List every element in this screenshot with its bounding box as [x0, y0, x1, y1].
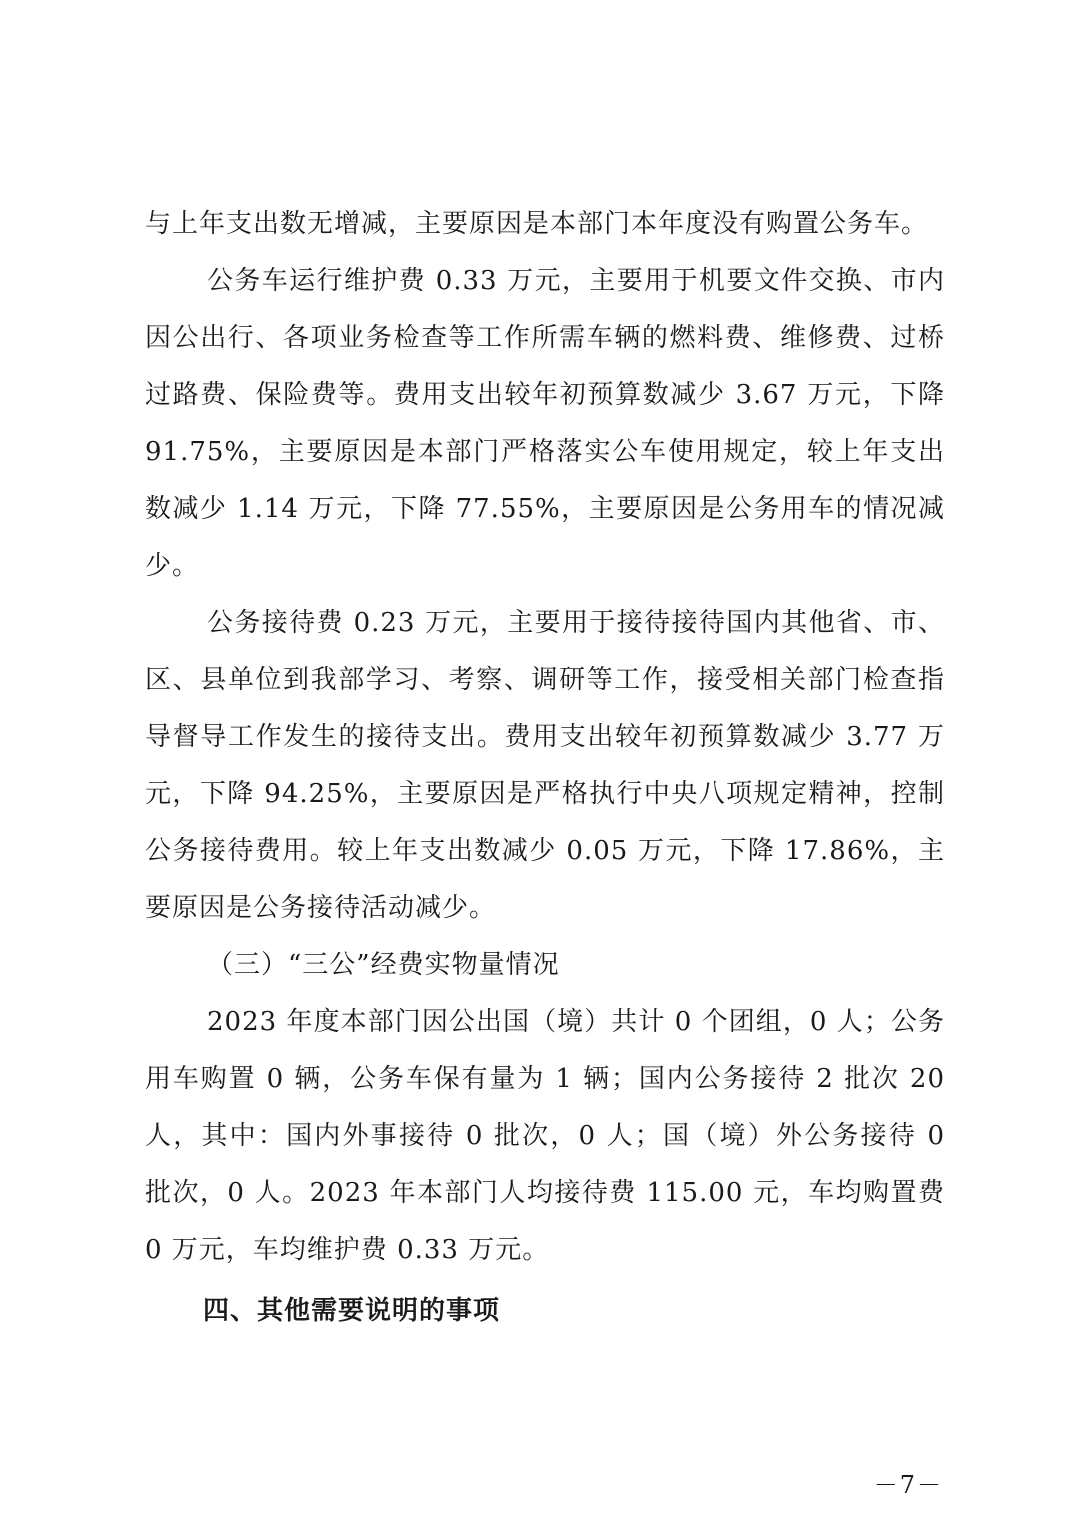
paragraph-vehicle-maintenance: 公务车运行维护费 0.33 万元，主要用于机要文件交换、市内因公出行、各项业务检查等工作所需车辆的燃料费、维修费、过桥过路费、保险费等。费用支出较年初预算数减少 3.67 万元，下降 91.75%，主要原因是本部门严格落实公车使用规定，较上年支出数减少 1.14 万元，下降 77.55%，主要原因是公务用车的情况减少。	[145, 266, 945, 581]
subheading-physical-quantities: （三）“三公”经费实物量情况	[207, 950, 560, 980]
paragraph-vehicle-purchase-conclusion: 与上年支出数无增减，主要原因是本部门本年度没有购置公务车。	[145, 209, 929, 239]
page-number: －7－	[873, 1471, 943, 1499]
paragraph-physical-quantities: 2023 年度本部门因公出国（境）共计 0 个团组，0 人；公务用车购置 0 辆，公务车保有量为 1 辆；国内公务接待 2 批次 20 人，其中：国内外事接待 0 批次，0 人；国（境）外公务接待 0 批次，0 人。2023 年本部门人均接待费 115.00 元，车均购置费 0 万元，车均维护费 0.33 万元。	[145, 1007, 945, 1265]
document-body	[145, 196, 945, 1340]
section-heading-other-matters: 四、其他需要说明的事项	[203, 1296, 501, 1326]
paragraph-reception-expenses: 公务接待费 0.23 万元，主要用于接待接待国内其他省、市、区、县单位到我部学习、考察、调研等工作，接受相关部门检查指导督导工作发生的接待支出。费用支出较年初预算数减少 3.77 万元，下降 94.25%，主要原因是严格执行中央八项规定精神，控制公务接待费用。较上年支出数减少 0.05 万元，下降 17.86%，主要原因是公务接待活动减少。	[145, 608, 945, 923]
